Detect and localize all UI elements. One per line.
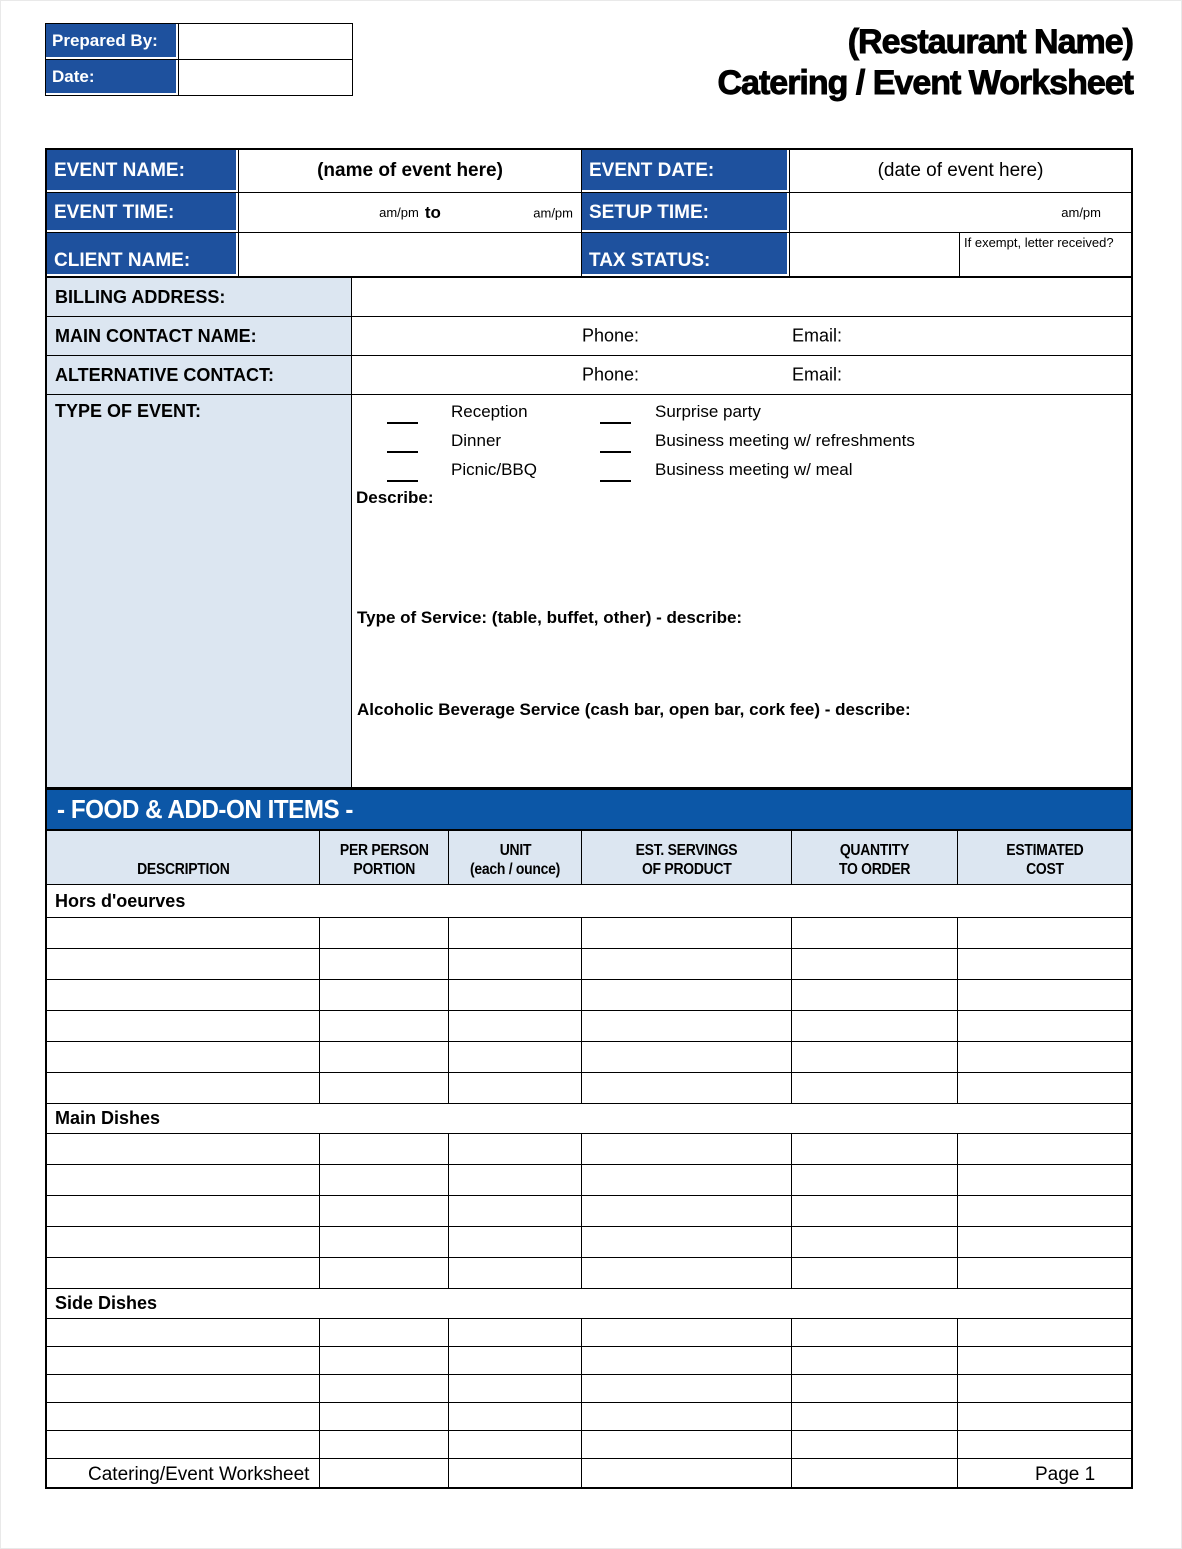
item-cell[interactable] (320, 1134, 449, 1164)
item-cell[interactable] (958, 1134, 1131, 1164)
item-cell[interactable] (792, 1011, 958, 1041)
item-cell[interactable] (792, 980, 958, 1010)
tax-exempt-note: If exempt, letter received? (964, 235, 1114, 250)
per-person-portion-column-header: PER PERSON PORTION (320, 831, 449, 884)
event-info-table (45, 148, 1133, 278)
item-cell[interactable] (958, 980, 1131, 1010)
type-of-service-label: Type of Service: (table, buffet, other) - describe: (357, 608, 743, 627)
item-cell[interactable] (958, 1196, 1131, 1226)
item-cell[interactable] (582, 1431, 792, 1458)
type-of-event-block (45, 395, 1133, 787)
item-cell[interactable] (582, 1134, 792, 1164)
item-cell[interactable] (582, 1227, 792, 1257)
event-time-end-value[interactable]: am/pm (533, 205, 573, 220)
item-cell[interactable] (449, 1375, 582, 1402)
reception-option-label: Reception (451, 402, 528, 421)
meeting-refreshments-option-label: Business meeting w/ refreshments (655, 431, 915, 450)
item-cell[interactable] (47, 1227, 320, 1257)
food-items-header-row (45, 831, 1133, 885)
item-cell[interactable] (47, 1073, 320, 1103)
alcoholic-beverage-label: Alcoholic Beverage Service (cash bar, open bar, cork fee) - describe: (357, 700, 911, 719)
date-label: Date: (46, 60, 179, 96)
quantity-column-header: QUANTITY TO ORDER (792, 831, 958, 884)
item-row (47, 1347, 1131, 1375)
item-cell[interactable] (582, 1165, 792, 1195)
client-name-label: CLIENT NAME: (47, 233, 239, 276)
item-cell[interactable] (582, 1375, 792, 1402)
event-time-label: EVENT TIME: (47, 193, 239, 233)
item-cell[interactable] (958, 1431, 1131, 1458)
item-cell[interactable] (958, 1375, 1131, 1402)
billing-address-label: BILLING ADDRESS: (47, 278, 352, 317)
estimated-cost-column-header: ESTIMATED COST (1005, 842, 1084, 878)
meeting-meal-checkbox-blank[interactable] (600, 480, 631, 482)
billing-address-input[interactable] (352, 278, 1131, 317)
section-title: Hors d'oeurves (47, 885, 1131, 918)
item-cell[interactable] (47, 1165, 320, 1195)
event-time-to-label: to (424, 202, 441, 222)
alt-contact-email-label: Email: (792, 364, 843, 385)
item-cell[interactable] (320, 1165, 449, 1195)
client-name-input[interactable] (239, 233, 582, 276)
prepared-by-input[interactable] (179, 24, 352, 60)
event-time-input[interactable] (239, 193, 582, 233)
unit-column-header: UNIT (each / ounce) (449, 831, 582, 884)
setup-time-label: SETUP TIME: (582, 193, 790, 233)
item-cell[interactable] (47, 1258, 320, 1288)
setup-time-input[interactable]: am/pm (790, 193, 1131, 233)
item-row (47, 1227, 1131, 1258)
event-date-input[interactable]: (date of event here) (790, 150, 1131, 193)
item-cell[interactable] (958, 1319, 1131, 1346)
item-cell[interactable] (958, 1073, 1131, 1103)
item-cell[interactable] (47, 980, 320, 1010)
item-cell[interactable] (320, 1319, 449, 1346)
item-cell[interactable] (958, 1011, 1131, 1041)
dinner-checkbox-blank[interactable] (387, 451, 418, 453)
item-cell[interactable] (792, 918, 958, 948)
item-row (47, 1042, 1131, 1073)
describe-label: Describe: (356, 488, 434, 507)
description-column-header: DESCRIPTION (47, 831, 320, 884)
item-cell[interactable] (582, 918, 792, 948)
type-of-event-label: TYPE OF EVENT: (47, 395, 352, 787)
event-time-start-value[interactable]: am/pm (379, 205, 419, 220)
item-cell[interactable] (792, 1258, 958, 1288)
main-contact-label: MAIN CONTACT NAME: (47, 317, 352, 356)
item-cell[interactable] (47, 1375, 320, 1402)
footer-page-number: Page 1 (1035, 1464, 1096, 1485)
item-cell[interactable] (47, 1403, 320, 1430)
item-cell[interactable] (958, 1165, 1131, 1195)
item-cell[interactable] (320, 918, 449, 948)
event-option-row (352, 456, 1131, 485)
item-cell[interactable] (47, 1347, 320, 1374)
section-title: Side Dishes (47, 1289, 1131, 1319)
item-cell[interactable] (958, 918, 1131, 948)
item-cell[interactable] (958, 1347, 1131, 1374)
prepared-by-label: Prepared By: (46, 24, 179, 60)
item-row (47, 1196, 1131, 1227)
est-servings-column-header: EST. SERVINGS OF PRODUCT (582, 831, 792, 884)
item-cell[interactable] (320, 1347, 449, 1374)
item-cell[interactable] (792, 1459, 958, 1487)
item-row (47, 1431, 1131, 1459)
item-cell[interactable] (449, 1011, 582, 1041)
alt-contact-phone-label: Phone: (582, 364, 640, 385)
item-cell[interactable] (582, 1403, 792, 1430)
item-cell[interactable] (449, 1459, 582, 1487)
alt-contact-input[interactable] (352, 356, 1131, 395)
item-cell[interactable] (320, 1375, 449, 1402)
item-cell[interactable] (449, 1258, 582, 1288)
surprise-party-option-label: Surprise party (655, 402, 761, 421)
worksheet-title: Catering / Event Worksheet (717, 64, 1133, 102)
item-cell[interactable] (449, 949, 582, 979)
item-cell[interactable] (320, 1459, 449, 1487)
item-cell[interactable] (582, 1258, 792, 1288)
food-items-section-bar (45, 787, 1133, 831)
picnic-bbq-option-label: Picnic/BBQ (451, 460, 537, 479)
item-cell[interactable] (320, 1073, 449, 1103)
date-input[interactable] (179, 60, 352, 96)
event-date-label: EVENT DATE: (582, 150, 790, 193)
item-cell[interactable] (47, 1431, 320, 1458)
item-cell[interactable] (320, 1011, 449, 1041)
surprise-party-checkbox-blank[interactable] (600, 422, 631, 424)
meeting-refreshments-checkbox-blank[interactable] (600, 451, 631, 453)
section-title: Main Dishes (47, 1104, 1131, 1134)
item-cell[interactable] (320, 980, 449, 1010)
item-row (47, 1319, 1131, 1347)
contact-table (45, 278, 1133, 395)
item-cell[interactable] (47, 949, 320, 979)
event-name-label: EVENT NAME: (47, 150, 239, 193)
main-contact-phone-label: Phone: (582, 325, 640, 346)
prepared-by-table (45, 23, 353, 96)
item-cell[interactable] (47, 1011, 320, 1041)
item-cell[interactable] (449, 1165, 582, 1195)
item-row (47, 1403, 1131, 1431)
item-row (47, 1258, 1131, 1289)
event-option-row (352, 427, 1131, 456)
item-cell[interactable] (320, 1258, 449, 1288)
event-option-row (352, 398, 1131, 427)
item-cell[interactable] (792, 1403, 958, 1430)
item-cell[interactable] (582, 980, 792, 1010)
food-items-section-title: - FOOD & ADD-ON ITEMS - (57, 794, 354, 824)
main-contact-input[interactable] (352, 317, 1131, 356)
item-cell[interactable] (582, 1196, 792, 1226)
item-cell[interactable] (958, 1403, 1131, 1430)
item-row (47, 1165, 1131, 1196)
reception-checkbox-blank[interactable] (387, 422, 418, 424)
item-cell[interactable] (582, 1011, 792, 1041)
item-cell[interactable] (582, 1459, 792, 1487)
item-cell[interactable] (449, 1073, 582, 1103)
item-cell[interactable] (47, 1319, 320, 1346)
item-cell[interactable] (582, 1042, 792, 1072)
item-row (47, 918, 1131, 949)
restaurant-name-title: (Restaurant Name) (847, 23, 1133, 61)
meeting-meal-option-label: Business meeting w/ meal (655, 460, 853, 479)
item-cell[interactable] (792, 1042, 958, 1072)
item-cell[interactable] (792, 1347, 958, 1374)
item-cell[interactable] (582, 1319, 792, 1346)
item-cell[interactable] (792, 949, 958, 979)
item-row (47, 980, 1131, 1011)
item-row (47, 1011, 1131, 1042)
item-cell[interactable] (449, 1227, 582, 1257)
item-cell[interactable] (320, 1403, 449, 1430)
item-cell[interactable] (449, 1319, 582, 1346)
item-cell[interactable] (449, 1196, 582, 1226)
item-row (47, 1375, 1131, 1403)
item-cell[interactable] (792, 1134, 958, 1164)
item-cell[interactable] (958, 949, 1131, 979)
item-cell[interactable] (320, 1227, 449, 1257)
item-cell[interactable] (792, 1073, 958, 1103)
item-cell[interactable] (792, 1196, 958, 1226)
item-cell[interactable] (792, 1431, 958, 1458)
item-cell[interactable] (958, 1227, 1131, 1257)
item-cell[interactable] (449, 1431, 582, 1458)
document-title (718, 22, 1134, 104)
tax-status-input[interactable] (790, 233, 960, 276)
item-cell[interactable] (792, 1227, 958, 1257)
item-row (47, 1073, 1131, 1104)
item-cell[interactable] (582, 949, 792, 979)
item-row (47, 1134, 1131, 1165)
item-cell[interactable] (958, 1042, 1131, 1072)
picnic-bbq-checkbox-blank[interactable] (387, 480, 418, 482)
item-cell[interactable] (320, 1042, 449, 1072)
dinner-option-label: Dinner (451, 431, 502, 450)
item-cell[interactable] (47, 1196, 320, 1226)
alt-contact-label: ALTERNATIVE CONTACT: (47, 356, 352, 395)
item-cell[interactable] (320, 949, 449, 979)
item-cell[interactable] (449, 1403, 582, 1430)
type-of-event-content[interactable] (352, 395, 1131, 787)
item-cell[interactable] (320, 1196, 449, 1226)
event-name-input[interactable]: (name of event here) (239, 150, 582, 193)
item-cell[interactable] (47, 1042, 320, 1072)
item-cell[interactable] (792, 1165, 958, 1195)
item-cell[interactable] (320, 1431, 449, 1458)
food-items-table (45, 885, 1133, 1489)
item-cell[interactable] (792, 1319, 958, 1346)
item-cell[interactable] (449, 1042, 582, 1072)
item-row (47, 949, 1131, 980)
item-cell[interactable] (582, 1347, 792, 1374)
item-cell[interactable] (792, 1375, 958, 1402)
item-cell[interactable] (582, 1073, 792, 1103)
item-cell[interactable] (449, 1134, 582, 1164)
main-contact-email-label: Email: (792, 325, 843, 346)
footer-document-name: Catering/Event Worksheet (88, 1464, 310, 1485)
item-cell[interactable] (449, 1347, 582, 1374)
tax-status-label: TAX STATUS: (582, 233, 790, 276)
item-cell[interactable] (47, 918, 320, 948)
item-cell[interactable] (47, 1134, 320, 1164)
item-cell[interactable] (449, 980, 582, 1010)
item-cell[interactable] (958, 1258, 1131, 1288)
item-cell[interactable] (449, 918, 582, 948)
